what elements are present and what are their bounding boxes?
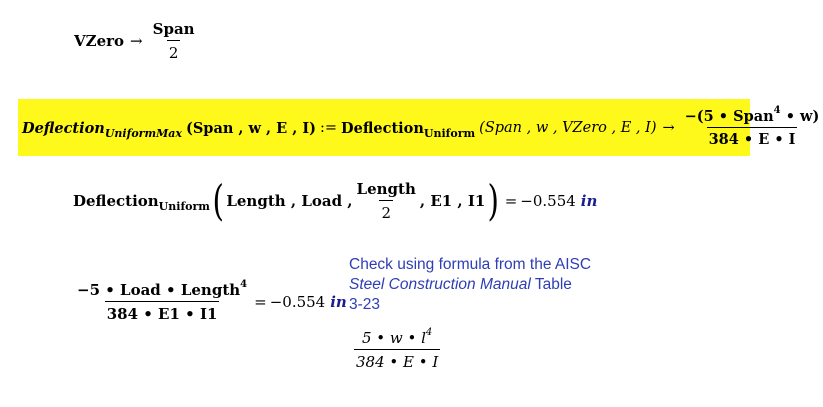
open-paren: ( bbox=[212, 176, 224, 225]
exponent: 4 bbox=[773, 105, 781, 116]
fraction-denominator: 384 • E • I bbox=[354, 349, 440, 371]
fraction-numerator bbox=[75, 281, 249, 301]
deflection-uniform-evaluation[interactable] bbox=[73, 176, 598, 225]
numerator-text: −(5 • Span bbox=[684, 108, 774, 125]
fraction-denominator: 2 bbox=[167, 40, 181, 62]
result-fraction bbox=[683, 105, 822, 148]
note-line-2 bbox=[349, 275, 629, 295]
manual-deflection-check[interactable] bbox=[73, 281, 347, 323]
call-name: Deflection bbox=[341, 119, 424, 137]
exponent: 4 bbox=[425, 327, 433, 338]
vzero-definition[interactable] bbox=[74, 20, 199, 62]
numerator-text: −5 • Load • Length bbox=[77, 281, 241, 299]
function-params: (Span , w , E , I) bbox=[185, 119, 316, 137]
result-value: −0.554 bbox=[520, 192, 576, 210]
args-rest: , E1 , I1 bbox=[419, 192, 486, 210]
note-line-2-rest: Table bbox=[530, 276, 572, 293]
equals-symbol: = bbox=[504, 192, 518, 210]
aisc-formula[interactable] bbox=[352, 329, 442, 371]
function-name: Deflection bbox=[73, 192, 159, 210]
close-paren: ) bbox=[487, 176, 500, 225]
numerator-text: 5 • w • l bbox=[361, 329, 426, 347]
result-value: −0.554 bbox=[269, 293, 326, 311]
note-line-1: Check using formula from the AISC bbox=[349, 256, 592, 273]
call-subscript: Uniform bbox=[423, 126, 476, 140]
exponent: 4 bbox=[240, 279, 248, 290]
fraction-numerator bbox=[360, 329, 434, 349]
arrow-symbol: → bbox=[130, 32, 143, 50]
assign-symbol: := bbox=[320, 120, 338, 136]
aisc-fraction bbox=[354, 329, 440, 371]
unit-label: in bbox=[580, 192, 598, 210]
function-subscript: UniformMax bbox=[104, 126, 182, 140]
arrow-symbol: → bbox=[662, 120, 675, 136]
equals-symbol: = bbox=[254, 293, 267, 311]
unit-label: in bbox=[330, 293, 347, 311]
deflection-uniformmax-definition[interactable] bbox=[18, 99, 820, 156]
fraction-denominator: 384 • E • I bbox=[707, 127, 798, 148]
numerator-suffix: • w) bbox=[785, 108, 820, 125]
function-name: Deflection bbox=[22, 119, 105, 137]
fraction-numerator bbox=[683, 105, 822, 127]
aisc-note-text[interactable] bbox=[349, 255, 629, 315]
vzero-label: VZero bbox=[74, 32, 125, 50]
deflection-fraction bbox=[75, 281, 249, 323]
fraction-numerator: Length bbox=[356, 180, 416, 198]
length-over-two-fraction bbox=[355, 180, 418, 222]
manual-title: Steel Construction Manual bbox=[349, 276, 531, 293]
fraction-denominator: 2 bbox=[379, 200, 393, 222]
note-line-3: 3-23 bbox=[349, 296, 381, 313]
call-args: (Span , w , VZero , E , I) bbox=[479, 120, 657, 136]
fraction-denominator: 384 • E1 • I1 bbox=[105, 301, 220, 323]
span-over-two-fraction bbox=[151, 20, 197, 62]
fraction-numerator: Span bbox=[152, 20, 195, 38]
args-first: Length , Load , bbox=[226, 192, 353, 210]
function-subscript: Uniform bbox=[158, 199, 210, 213]
